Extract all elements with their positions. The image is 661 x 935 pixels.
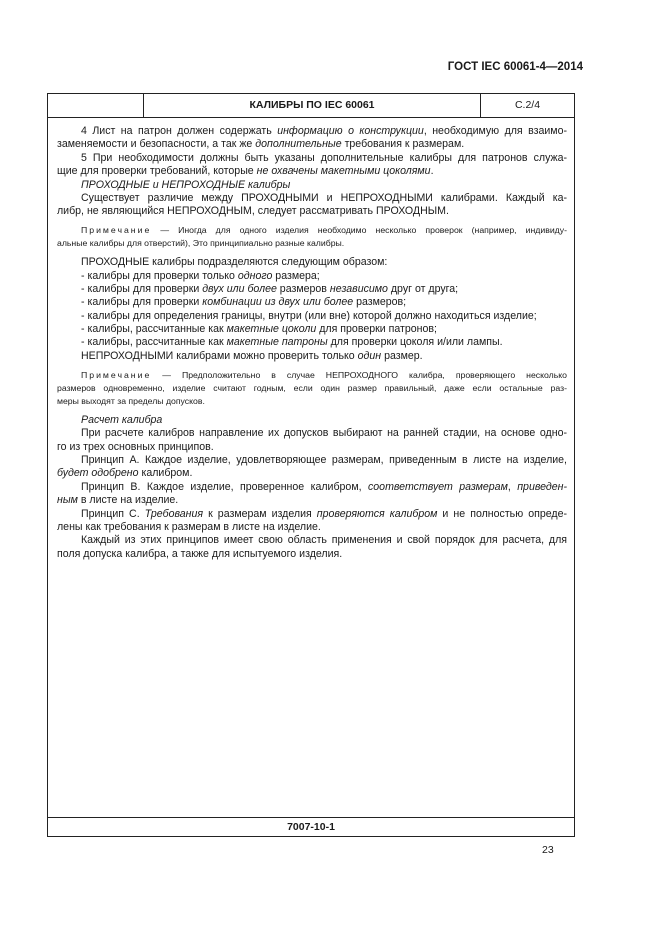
text-segment: друг от друга; (387, 282, 459, 295)
text-line (57, 508, 567, 521)
text-segment: — Иногда для одного изделия необходимо несколько проверок (например, индивиду- (151, 225, 567, 236)
text-line (57, 125, 567, 138)
text-line (57, 323, 567, 336)
emphasis-text: одного (237, 269, 273, 282)
text-line (57, 205, 567, 218)
text-line (57, 494, 567, 507)
text-line (57, 395, 567, 408)
text-line (57, 152, 567, 165)
text-segment: требования к размерам. (341, 138, 465, 151)
note-block (57, 369, 567, 409)
text-segment: размеров одновременно, изделие считают годным, если один размер правильный, даже если остальные раз- (57, 382, 567, 393)
emphasis-text: макетные цоколи (226, 323, 317, 336)
text-segment: альные калибры для отверстий), Это принципиально разные калибры. (57, 238, 345, 249)
text-segment: Принцип В. Каждое изделие, проверенное калибром, (81, 480, 368, 493)
text-line (57, 310, 567, 323)
page-number: 23 (542, 844, 554, 856)
text-segment: лены как требования к размерам в листе на изделие. (57, 520, 321, 533)
text-segment: для проверки цоколя и/или лампы. (327, 336, 503, 349)
emphasis-text: проверяются калибром (316, 507, 438, 520)
document-body (57, 125, 567, 567)
note-label: Примечание (81, 369, 152, 380)
text-line (57, 237, 567, 250)
text-segment: поля допуска калибра, а также для испытуемого изделия. (57, 547, 343, 560)
text-line (57, 441, 567, 454)
text-segment: - калибры для проверки только (81, 269, 238, 282)
page-frame (47, 93, 575, 837)
text-block (57, 125, 567, 219)
note-label: Примечание (81, 225, 152, 236)
text-line (57, 454, 567, 467)
text-segment: ПРОХОДНЫЕ калибры подразделяются следующим образом: (81, 256, 388, 269)
text-line (57, 467, 567, 480)
text-segment: щие для проверки требований, которые (57, 165, 257, 178)
emphasis-text: приведен- (517, 480, 567, 493)
emphasis-text: ПРОХОДНЫЕ и НЕПРОХОДНЫЕ калибры (81, 178, 291, 191)
header-row (48, 94, 574, 118)
text-segment: - калибры, рассчитанные как (81, 323, 227, 336)
text-line (57, 414, 567, 427)
text-segment: для проверки патронов; (316, 323, 437, 336)
text-line (57, 481, 567, 494)
text-line (57, 336, 567, 349)
text-segment: Принцип А. Каждое изделие, удовлетворяющее размерам, приведенным в листе на изделие, (81, 453, 567, 466)
text-segment: Каждый из этих принципов имеет свою область применения и свой порядок для расчета, для (81, 534, 567, 547)
text-segment: — Предположительно в случае НЕПРОХОДНОГО калибра, проверяющего несколько (151, 369, 567, 380)
header-sheet: С.2/4 (514, 99, 541, 111)
emphasis-text: комбинации из двух или более (202, 296, 354, 309)
text-line (57, 382, 567, 395)
text-line (57, 427, 567, 440)
text-segment: - калибры для определения границы, внутри (или вне) которой должно находиться изделие; (81, 309, 537, 322)
text-segment: заменяемости и безопасности, а так же (57, 138, 256, 151)
emphasis-text: Расчет калибра (81, 413, 163, 426)
text-line (57, 192, 567, 205)
emphasis-text: независимо (329, 282, 388, 295)
text-segment: Существует различие между ПРОХОДНЫМИ и НЕПРОХОДНЫМИ калибрами. Каждый ка- (81, 191, 567, 204)
emphasis-text: один (357, 349, 382, 362)
text-segment: размер. (381, 349, 423, 362)
emphasis-text: информацию о конструкции (277, 125, 424, 137)
text-segment: размеров (276, 282, 330, 295)
emphasis-text: макетные патроны (226, 336, 328, 349)
text-line (57, 534, 567, 547)
text-block (57, 414, 567, 561)
text-line (57, 179, 567, 192)
text-segment: либр, не являющийся НЕПРОХОДНЫМ, следует рассматривать ПРОХОДНЫМ. (57, 205, 449, 218)
text-line (57, 283, 567, 296)
text-line (57, 256, 567, 269)
emphasis-text: ным (57, 494, 78, 507)
text-segment: - калибры для проверки (81, 296, 203, 309)
text-block (57, 256, 567, 363)
emphasis-text: соответствует размерам (367, 480, 508, 493)
text-segment: , необходимую для взаимо- (423, 125, 567, 137)
text-line (57, 521, 567, 534)
text-segment: - калибры для проверки (81, 282, 203, 295)
text-segment: в листе на изделие. (77, 494, 179, 507)
text-segment: Принцип С. (81, 507, 145, 520)
text-segment: го из трех основных принципов. (57, 440, 214, 453)
document-code: ГОСТ IEC 60061-4—2014 (447, 61, 583, 73)
text-line (57, 296, 567, 309)
text-segment: НЕПРОХОДНЫМИ калибрами можно проверить только (81, 349, 358, 362)
text-segment: и не полностью опреде- (437, 507, 567, 520)
emphasis-text: двух или более (202, 282, 277, 295)
emphasis-text: не охвачены макетными цоколями (256, 165, 431, 178)
text-segment: к размерам изделия (203, 507, 317, 520)
text-segment: 5 При необходимости должны быть указаны дополнительные калибры для патронов служа- (81, 151, 567, 164)
text-segment: - калибры, рассчитанные как (81, 336, 227, 349)
text-line (57, 224, 567, 237)
text-segment: При расчете калибров направление их допусков выбирают на ранней стадии, на основе одно- (81, 427, 567, 440)
text-segment: 4 Лист на патрон должен содержать (81, 125, 278, 137)
text-segment: размера; (272, 269, 320, 282)
text-segment: . (430, 165, 434, 178)
text-line (57, 165, 567, 178)
note-block (57, 224, 567, 250)
text-segment: размеров; (353, 296, 407, 309)
text-segment: меры выходят за пределы допусков. (57, 396, 205, 407)
text-line (57, 548, 567, 561)
text-line (57, 138, 567, 151)
text-line (57, 270, 567, 283)
text-segment: калибром. (138, 467, 193, 480)
emphasis-text: Требования (144, 507, 204, 520)
text-segment: , (507, 480, 518, 493)
header-title: КАЛИБРЫ ПО IEC 60061 (144, 94, 481, 117)
header-empty-cell (48, 94, 144, 117)
text-line (57, 350, 567, 363)
emphasis-text: будет одобрено (57, 467, 139, 480)
emphasis-text: дополнительные (255, 138, 342, 151)
text-line (57, 369, 567, 382)
footer-code: 7007-10-1 (48, 817, 574, 836)
